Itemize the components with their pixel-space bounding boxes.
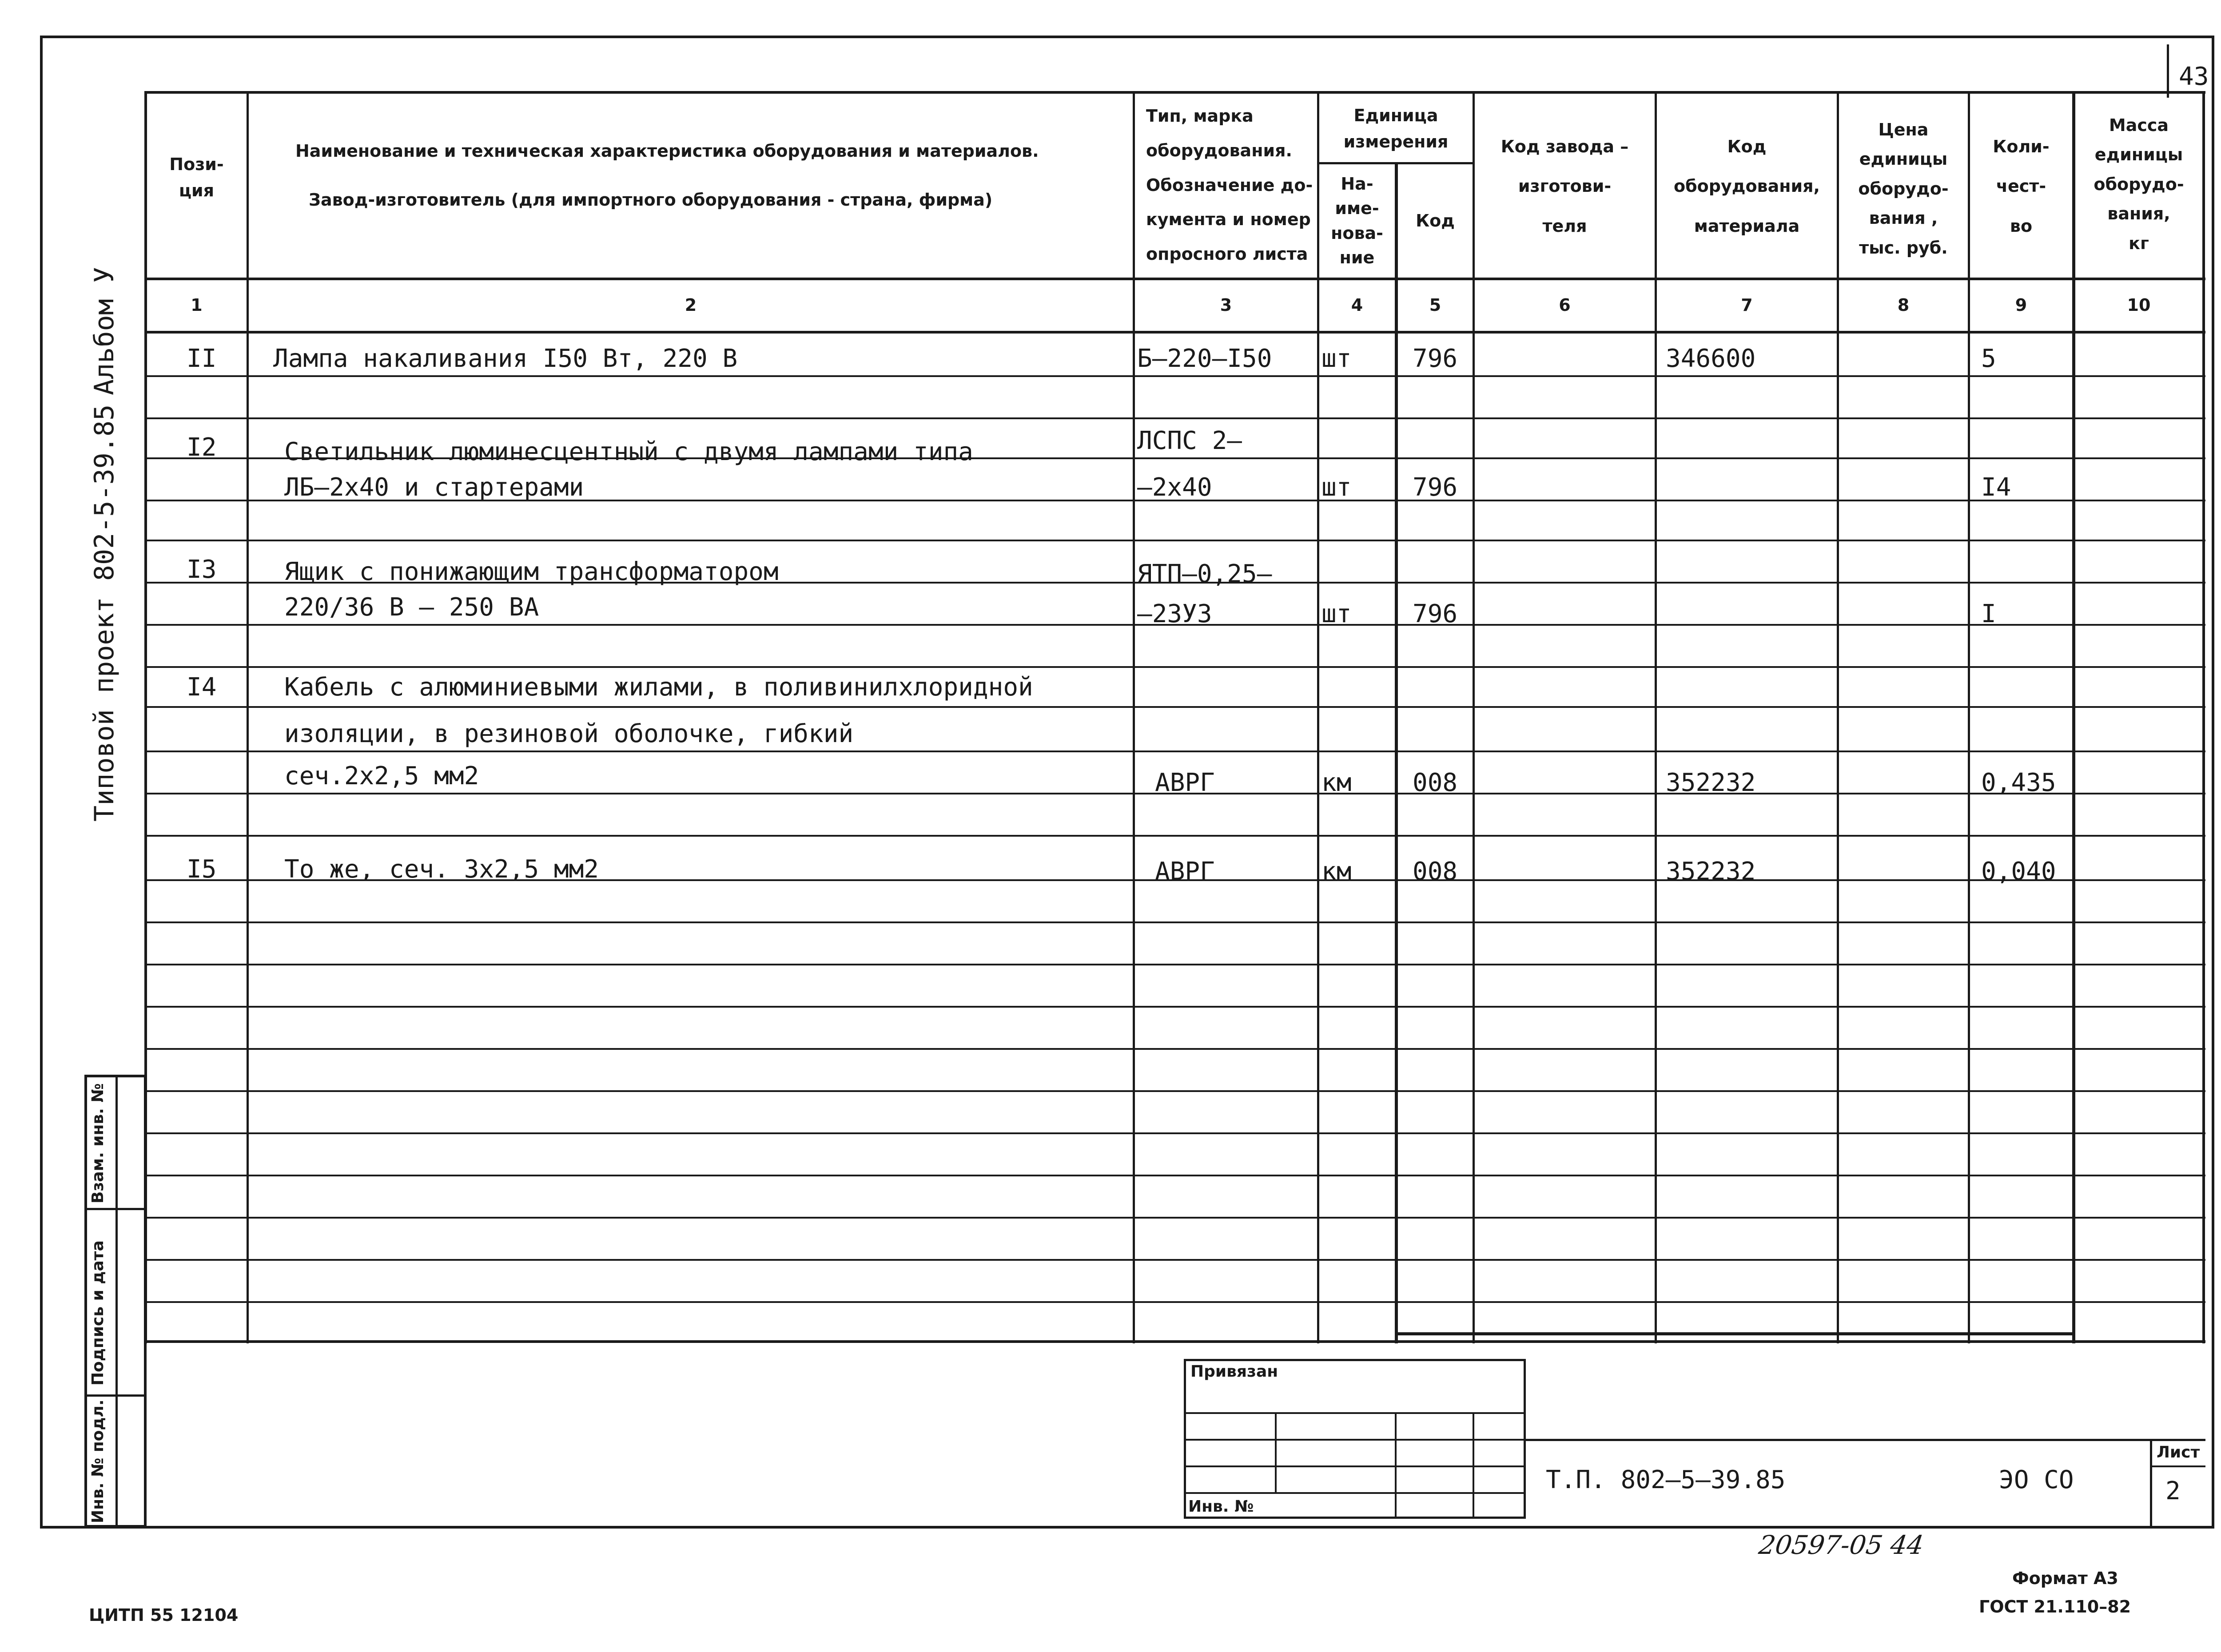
item-unit: шт <box>1321 344 1352 373</box>
item-position: I3 <box>187 555 217 584</box>
col-line-4 <box>1395 162 1398 1343</box>
item-unit-code: 796 <box>1413 600 1458 628</box>
privyazan-v1 <box>1275 1412 1277 1492</box>
row-line <box>144 666 2205 668</box>
header-factory-code: Код завода – изготови- теля <box>1501 137 1629 236</box>
item-unit: шт <box>1321 473 1352 502</box>
item-type-line: АВРГ <box>1155 768 1215 797</box>
item-unit-code: 796 <box>1413 344 1458 373</box>
document-code: ЭО СО <box>1999 1465 2074 1494</box>
vzam-inv-label: Взам. инв. № <box>89 1083 107 1203</box>
side-album-label: Альбом У <box>89 267 120 395</box>
item-equipment-code: 352232 <box>1666 768 1756 797</box>
header-type: Тип, марка оборудования. Обозначение до- кумента и номер опросного листа <box>1146 106 1313 264</box>
left-stamp-mid <box>115 1075 118 1528</box>
row-line <box>144 375 2205 377</box>
project-designation: Т.П. 802–5–39.85 <box>1546 1465 1786 1494</box>
item-unit-code: 008 <box>1413 857 1458 886</box>
header-equipment-code: Код оборудования, материала <box>1674 137 1820 236</box>
item-name-line: сеч.2х2,5 мм2 <box>284 762 479 790</box>
privyazan-h1 <box>1184 1412 1526 1414</box>
privyazan-v3 <box>1473 1412 1474 1519</box>
privyazan-h3 <box>1184 1465 1526 1467</box>
item-quantity: 5 <box>1981 344 1996 373</box>
row-line <box>144 1048 2205 1050</box>
citp-label: ЦИТП 55 12104 <box>89 1605 239 1625</box>
left-stamp-div1 <box>84 1208 147 1210</box>
item-position: I5 <box>187 855 217 884</box>
sheet-box-left <box>2150 1439 2152 1528</box>
item-name-line: То же, сеч. 3х2,5 мм2 <box>284 855 599 884</box>
privyazan-v2 <box>1395 1412 1397 1519</box>
row-line <box>144 1132 2205 1134</box>
item-name-line: изоляции, в резиновой оболочке, гибкий <box>284 719 854 748</box>
header-unit-group: Единица измерения <box>1343 106 1449 151</box>
row-line <box>144 1301 2205 1303</box>
item-type-line: –23У3 <box>1137 600 1212 628</box>
item-equipment-code: 352232 <box>1666 857 1756 886</box>
item-equipment-code: 346600 <box>1666 344 1756 373</box>
row-line <box>144 417 2205 419</box>
column-number: 10 <box>2127 295 2151 315</box>
header-name-line2: Завод-изготовитель (для импортного оборудования - страна, фирма) <box>309 190 993 210</box>
header-unit-code: Код <box>1416 211 1455 231</box>
item-unit-code: 008 <box>1413 768 1458 797</box>
inv-podl-label: Инв. № подл. <box>89 1399 107 1523</box>
item-quantity: I4 <box>1981 473 2011 502</box>
table-bottom-border <box>144 1340 2205 1343</box>
item-name-line: Кабель с алюминиевыми жилами, в поливинилхлоридной <box>284 673 1033 702</box>
page-number: 43 <box>2179 62 2209 91</box>
column-number: 2 <box>685 295 697 315</box>
item-position: I4 <box>187 673 217 702</box>
item-quantity: 0,040 <box>1981 857 2056 886</box>
item-name-line: 220/36 В – 250 ВА <box>284 593 539 622</box>
item-name-line: Ящик с понижающим трансформатором <box>284 557 779 586</box>
column-number: 1 <box>191 295 203 315</box>
item-name-line: Лампа накаливания I50 Вт, 220 В <box>273 344 738 373</box>
title-block-top <box>1526 1439 2205 1441</box>
sheet-box-div <box>2150 1465 2205 1467</box>
column-number: 6 <box>1559 295 1571 315</box>
left-stamp-div2 <box>84 1394 147 1397</box>
format-label: Формат А3 <box>2012 1569 2118 1588</box>
item-type-line: АВРГ <box>1155 857 1215 886</box>
column-number: 9 <box>2015 295 2027 315</box>
item-name-line: ЛБ–2х40 и стартерами <box>284 473 584 502</box>
row-line <box>144 1090 2205 1092</box>
header-quantity: Коли- чест- во <box>1993 137 2050 236</box>
row-line <box>144 751 2205 752</box>
row-line <box>144 1259 2205 1261</box>
privyazan-label: Привязан <box>1190 1362 1278 1381</box>
header-unit-name: На- име- нова- ние <box>1331 174 1383 267</box>
item-unit: км <box>1321 857 1352 886</box>
item-type-line: ЛСПС 2– <box>1137 426 1242 455</box>
side-project-label: Типовой проект 802-5-39.85 <box>89 404 120 822</box>
handwritten-number: 20597-05 44 <box>1757 1530 1926 1560</box>
item-position: I2 <box>187 433 217 462</box>
row-line <box>144 1217 2205 1219</box>
header-position: Пози- ция <box>169 155 224 200</box>
bold-bottom-line <box>1395 1332 2074 1335</box>
item-name-line: Светильник люминесцентный с двумя лампами типа <box>284 437 973 466</box>
row-line <box>144 921 2205 923</box>
item-type-line: –2х40 <box>1137 473 1212 502</box>
item-position: II <box>187 344 217 373</box>
item-type-line: Б–220–I50 <box>1137 344 1272 373</box>
row-line <box>144 835 2205 837</box>
gost-label: ГОСТ 21.110–82 <box>1979 1597 2131 1616</box>
item-quantity: I <box>1981 600 1996 628</box>
item-unit-code: 796 <box>1413 473 1458 502</box>
row-line <box>144 1006 2205 1008</box>
column-number: 5 <box>1429 295 1441 315</box>
item-quantity: 0,435 <box>1981 768 2056 797</box>
header-name-line1: Наименование и техническая характеристика оборудования и материалов. <box>295 141 1039 161</box>
row-line <box>144 1175 2205 1176</box>
privyazan-h4 <box>1184 1492 1526 1494</box>
sheet-label: Лист <box>2157 1443 2200 1461</box>
item-unit: км <box>1321 768 1352 797</box>
item-type-line: ЯТП–0,25– <box>1137 560 1272 588</box>
header-mass: Масса единицы оборудо- вания, кг <box>2094 115 2184 253</box>
page-number-box-left <box>2167 44 2169 98</box>
row-line <box>144 706 2205 708</box>
sheet-number: 2 <box>2165 1477 2181 1505</box>
colnum-bottom <box>144 331 2205 334</box>
column-number: 4 <box>1351 295 1363 315</box>
header-price: Цена единицы оборудо- вания , тыс. руб. <box>1858 119 1949 258</box>
inv-no-label: Инв. № <box>1188 1497 1254 1516</box>
privyazan-h2 <box>1184 1439 1526 1441</box>
column-number: 8 <box>1897 295 1910 315</box>
row-line <box>144 964 2205 965</box>
item-unit: шт <box>1321 600 1352 628</box>
podpis-data-label: Подпись и дата <box>89 1240 107 1386</box>
column-number: 3 <box>1220 295 1232 315</box>
row-line <box>144 540 2205 541</box>
column-number: 7 <box>1741 295 1753 315</box>
